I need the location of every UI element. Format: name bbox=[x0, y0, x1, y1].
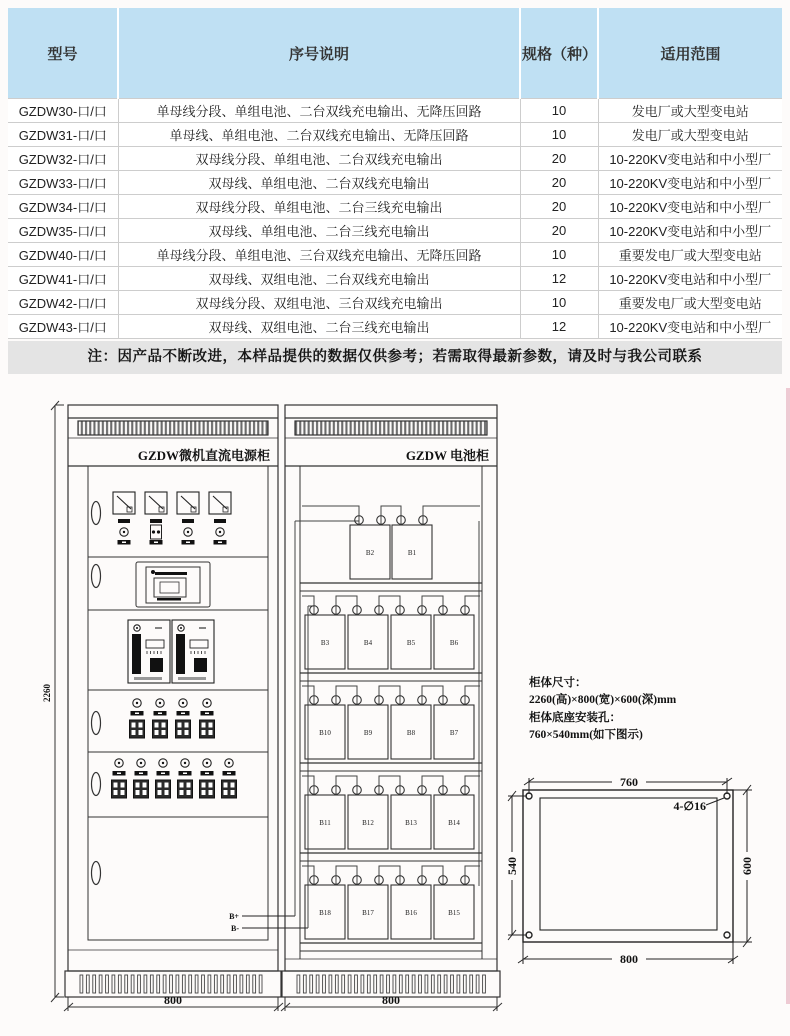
battery-shelf bbox=[300, 686, 482, 771]
plinth-vent-slot bbox=[189, 975, 192, 993]
battery-cell bbox=[348, 696, 388, 759]
plinth-vent-slot bbox=[374, 975, 377, 993]
plinth-vent-slot bbox=[348, 975, 351, 993]
charger-module bbox=[128, 620, 170, 683]
battery-cabinet-width-dim: 800 bbox=[382, 993, 400, 1007]
indicator-light-icon bbox=[223, 759, 236, 776]
plinth-vent-slot bbox=[208, 975, 211, 993]
plinth-vent-slot bbox=[303, 975, 306, 993]
table-cell: 10 bbox=[520, 291, 598, 315]
door-handle bbox=[92, 712, 101, 735]
table-cell: 双母线、双组电池、二台三线充电输出 bbox=[118, 315, 520, 339]
mount-right-dim: 600 bbox=[740, 857, 754, 875]
indicator-light-icon bbox=[201, 699, 214, 716]
plinth-vent-slot bbox=[476, 975, 479, 993]
battery-label: B8 bbox=[406, 729, 416, 737]
plinth-vent-slot bbox=[182, 975, 185, 993]
specs-holes-value: 760×540mm(如下图示) bbox=[529, 728, 643, 741]
specs-holes-label: 柜体底座安装孔： bbox=[529, 711, 621, 724]
plinth-vent-slot bbox=[438, 975, 441, 993]
breaker-switch-icon bbox=[176, 720, 191, 738]
mount-top-dim: 760 bbox=[620, 775, 638, 789]
plinth-vent-slot bbox=[170, 975, 173, 993]
table-cell: GZDW33-口/口 bbox=[8, 171, 118, 195]
battery-cell bbox=[391, 696, 431, 759]
plinth-vent-slot bbox=[240, 975, 243, 993]
battery-label: B1 bbox=[407, 549, 417, 557]
breaker-switch-icon bbox=[134, 780, 149, 798]
battery-label: B4 bbox=[363, 639, 373, 647]
battery-label: B6 bbox=[449, 639, 459, 647]
table-cell: 发电厂或大型变电站 bbox=[598, 123, 782, 147]
table-cell: 10 bbox=[520, 243, 598, 267]
table-cell: GZDW34-口/口 bbox=[8, 195, 118, 219]
table-cell: 单母线、单组电池、二台双线充电输出、无降压回路 bbox=[118, 123, 520, 147]
plinth-vent-slot bbox=[457, 975, 460, 993]
specs-size-label: 柜体尺寸： bbox=[529, 677, 587, 689]
table-cell: 重要发电厂或大型变电站 bbox=[598, 291, 782, 315]
plinth-vent-slot bbox=[361, 975, 364, 993]
battery-label: B5 bbox=[406, 639, 416, 647]
battery-cell bbox=[434, 606, 474, 669]
plinth-vent-slot bbox=[323, 975, 326, 993]
battery-shelves bbox=[300, 506, 482, 951]
plinth-vent-slot bbox=[259, 975, 262, 993]
plinth-vent-slot bbox=[329, 975, 332, 993]
table-cell: 发电厂或大型变电站 bbox=[598, 99, 782, 123]
plinth-vent-slot bbox=[431, 975, 434, 993]
spec-table bbox=[8, 8, 782, 339]
battery-cell bbox=[348, 606, 388, 669]
table-cell: 重要发电厂或大型变电站 bbox=[598, 243, 782, 267]
table-cell: 10-220KV变电站和中小型厂 bbox=[598, 219, 782, 243]
battery-shelf bbox=[300, 866, 482, 951]
plinth-vent-slot bbox=[195, 975, 198, 993]
table-cell: 10-220KV变电站和中小型厂 bbox=[598, 315, 782, 339]
battery-label: B9 bbox=[363, 729, 373, 737]
column-header: 适用范围 bbox=[598, 8, 782, 99]
plinth-vent-slot bbox=[227, 975, 230, 993]
breaker-switch-icon bbox=[200, 780, 215, 798]
breaker-switch-icon bbox=[156, 780, 171, 798]
indicator-light-icon bbox=[150, 525, 163, 545]
battery-cabinet-title: GZDW 电池柜 bbox=[405, 448, 489, 463]
table-cell: 10 bbox=[520, 123, 598, 147]
indicator-light-icon bbox=[182, 528, 195, 545]
plinth-vent-slot bbox=[310, 975, 313, 993]
indicator-light-icon bbox=[131, 699, 144, 716]
battery-cell bbox=[434, 786, 474, 849]
plinth-vent-slot bbox=[419, 975, 422, 993]
mount-holes-label: 4-∅16 bbox=[673, 799, 706, 813]
indicator-light-icon bbox=[135, 759, 148, 776]
battery-label: B16 bbox=[405, 909, 417, 917]
table-cell: 12 bbox=[520, 315, 598, 339]
table-cell: 20 bbox=[520, 219, 598, 243]
table-cell: 20 bbox=[520, 171, 598, 195]
table-cell: GZDW43-口/口 bbox=[8, 315, 118, 339]
plinth-vent-slot bbox=[297, 975, 300, 993]
table-row bbox=[8, 291, 782, 315]
plinth-vent-slot bbox=[144, 975, 147, 993]
column-header: 型号 bbox=[8, 8, 118, 99]
battery-cell bbox=[434, 696, 474, 759]
table-row bbox=[8, 171, 782, 195]
battery-cell bbox=[391, 876, 431, 939]
battery-shelf bbox=[300, 596, 482, 681]
monitor-module bbox=[136, 562, 210, 607]
battery-shelf bbox=[300, 776, 482, 861]
battery-cell bbox=[348, 786, 388, 849]
plinth-vent-slot bbox=[176, 975, 179, 993]
plinth-vent-slot bbox=[463, 975, 466, 993]
battery-label: B3 bbox=[320, 639, 330, 647]
plinth-vent-slot bbox=[138, 975, 141, 993]
cabinet-diagram bbox=[0, 386, 790, 1036]
table-cell: 12 bbox=[520, 267, 598, 291]
power-cabinet-title: GZDW微机直流电源柜 bbox=[137, 448, 270, 463]
indicator-light-icon bbox=[214, 528, 227, 545]
table-cell: 单母线分段、单组电池、三台双线充电输出、无降压回路 bbox=[118, 243, 520, 267]
plinth-vent-slot bbox=[393, 975, 396, 993]
indicator-light-icon bbox=[177, 699, 190, 716]
battery-label: B10 bbox=[319, 729, 331, 737]
plinth-vent-slot bbox=[118, 975, 121, 993]
plinth-vent-slot bbox=[112, 975, 115, 993]
table-cell: GZDW41-口/口 bbox=[8, 267, 118, 291]
table-cell: 10-220KV变电站和中小型厂 bbox=[598, 147, 782, 171]
table-cell: 双母线分段、单组电池、二台三线充电输出 bbox=[118, 195, 520, 219]
battery-shelf bbox=[300, 506, 482, 591]
vent-grille-top-battery bbox=[295, 421, 487, 435]
plinth-vent-slot bbox=[86, 975, 89, 993]
table-cell: 双母线分段、单组电池、二台双线充电输出 bbox=[118, 147, 520, 171]
indicator-light-icon bbox=[113, 759, 126, 776]
table-row bbox=[8, 147, 782, 171]
table-cell: 双母线、单组电池、二台双线充电输出 bbox=[118, 171, 520, 195]
table-row bbox=[8, 315, 782, 339]
plinth-vent-slot bbox=[444, 975, 447, 993]
table-cell: GZDW30-口/口 bbox=[8, 99, 118, 123]
plinth-vent-slot bbox=[214, 975, 217, 993]
plinth-vent-slot bbox=[380, 975, 383, 993]
plinth-vent-slot bbox=[355, 975, 358, 993]
door-handle bbox=[92, 862, 101, 885]
plinth-vent-slot bbox=[406, 975, 409, 993]
terminal-positive-label: B+ bbox=[229, 912, 239, 921]
plinth-vent-slot bbox=[483, 975, 486, 993]
analog-meter-icon bbox=[145, 492, 167, 523]
power-cabinet-width-dim: 800 bbox=[164, 993, 182, 1007]
mount-bottom-dim: 800 bbox=[620, 952, 638, 966]
battery-label: B11 bbox=[319, 819, 331, 827]
plinth-vent-slot bbox=[246, 975, 249, 993]
breaker-switch-icon bbox=[153, 720, 168, 738]
battery-label: B12 bbox=[362, 819, 374, 827]
terminal-negative-label: B- bbox=[231, 924, 239, 933]
cabinet-height-dim: 2260 bbox=[42, 684, 52, 702]
mount-left-dim: 540 bbox=[505, 857, 519, 875]
indicator-light-icon bbox=[157, 759, 170, 776]
plinth-vent-slot bbox=[470, 975, 473, 993]
plinth-vent-slot bbox=[412, 975, 415, 993]
column-header: 规格（种） bbox=[520, 8, 598, 99]
plinth-vent-slot bbox=[163, 975, 166, 993]
table-cell: GZDW35-口/口 bbox=[8, 219, 118, 243]
table-row bbox=[8, 195, 782, 219]
scan-edge-band bbox=[786, 388, 790, 1004]
table-cell: 20 bbox=[520, 147, 598, 171]
battery-cell bbox=[391, 606, 431, 669]
door-handle bbox=[92, 773, 101, 796]
table-row bbox=[8, 243, 782, 267]
breaker-switch-icon bbox=[222, 780, 237, 798]
cabinet-specs-block bbox=[529, 675, 779, 744]
mounting-hole-diagram bbox=[508, 778, 752, 964]
table-cell: 10-220KV变电站和中小型厂 bbox=[598, 267, 782, 291]
plinth-vent-slot bbox=[367, 975, 370, 993]
plinth-vents bbox=[80, 975, 485, 993]
battery-cell bbox=[305, 876, 345, 939]
battery-cell bbox=[350, 516, 390, 579]
table-cell: GZDW32-口/口 bbox=[8, 147, 118, 171]
analog-meter-icon bbox=[209, 492, 231, 523]
door-handle bbox=[92, 565, 101, 588]
table-cell: GZDW40-口/口 bbox=[8, 243, 118, 267]
battery-cell bbox=[392, 516, 432, 579]
table-cell: GZDW31-口/口 bbox=[8, 123, 118, 147]
column-header: 序号说明 bbox=[118, 8, 520, 99]
breaker-switch-icon bbox=[112, 780, 127, 798]
plinth-vent-slot bbox=[221, 975, 224, 993]
plinth-vent-slot bbox=[234, 975, 237, 993]
battery-label: B15 bbox=[448, 909, 460, 917]
vent-grille-top bbox=[78, 421, 268, 435]
breaker-switch-icon bbox=[130, 720, 145, 738]
battery-label: B13 bbox=[405, 819, 417, 827]
table-cell: 双母线、双组电池、二台双线充电输出 bbox=[118, 267, 520, 291]
plinth-vent-slot bbox=[125, 975, 128, 993]
charger-module bbox=[172, 620, 214, 683]
breaker-switch-icon bbox=[200, 720, 215, 738]
battery-label: B14 bbox=[448, 819, 460, 827]
plinth-vent-slot bbox=[425, 975, 428, 993]
plinth-vent-slot bbox=[387, 975, 390, 993]
analog-meter-icon bbox=[177, 492, 199, 523]
table-cell: 双母线、单组电池、二台三线充电输出 bbox=[118, 219, 520, 243]
battery-cell bbox=[305, 696, 345, 759]
indicator-light-icon bbox=[179, 759, 192, 776]
plinth-vent-slot bbox=[253, 975, 256, 993]
indicator-light-icon bbox=[154, 699, 167, 716]
plinth-vent-slot bbox=[80, 975, 83, 993]
table-row bbox=[8, 267, 782, 291]
plinth-vent-slot bbox=[342, 975, 345, 993]
table-header-row bbox=[8, 8, 782, 99]
table-row bbox=[8, 219, 782, 243]
battery-label: B17 bbox=[362, 909, 374, 917]
specs-size-value: 2260(高)×800(宽)×600(深)mm bbox=[529, 694, 677, 707]
battery-cell bbox=[305, 786, 345, 849]
plinth-vent-slot bbox=[150, 975, 153, 993]
plinth-vent-slot bbox=[131, 975, 134, 993]
table-cell: 双母线分段、双组电池、三台双线充电输出 bbox=[118, 291, 520, 315]
note-bar: 注：因产品不断改进，本样品提供的数据仅供参考；若需取得最新参数，请及时与我公司联系 bbox=[8, 341, 782, 374]
battery-cell bbox=[434, 876, 474, 939]
table-cell: 10 bbox=[520, 99, 598, 123]
plinth-vent-slot bbox=[157, 975, 160, 993]
battery-label: B18 bbox=[319, 909, 331, 917]
table-cell: GZDW42-口/口 bbox=[8, 291, 118, 315]
plinth-vent-slot bbox=[106, 975, 109, 993]
table-cell: 单母线分段、单组电池、二台双线充电输出、无降压回路 bbox=[118, 99, 520, 123]
plinth-vent-slot bbox=[335, 975, 338, 993]
battery-cell bbox=[305, 606, 345, 669]
plinth-vent-slot bbox=[93, 975, 96, 993]
table-cell: 10-220KV变电站和中小型厂 bbox=[598, 195, 782, 219]
indicator-light-icon bbox=[201, 759, 214, 776]
plinth-vent-slot bbox=[99, 975, 102, 993]
battery-label: B2 bbox=[365, 549, 375, 557]
door-handle bbox=[92, 502, 101, 525]
mount-hole-icon bbox=[724, 932, 730, 938]
plinth-vent-slot bbox=[451, 975, 454, 993]
table-cell: 10-220KV变电站和中小型厂 bbox=[598, 171, 782, 195]
battery-label: B7 bbox=[449, 729, 459, 737]
battery-cell bbox=[391, 786, 431, 849]
table-cell: 20 bbox=[520, 195, 598, 219]
table-row bbox=[8, 123, 782, 147]
plinth-vent-slot bbox=[399, 975, 402, 993]
power-cabinet-components bbox=[92, 492, 237, 885]
indicator-light-icon bbox=[118, 528, 131, 545]
battery-cell bbox=[348, 876, 388, 939]
plinth-vent-slot bbox=[316, 975, 319, 993]
analog-meter-icon bbox=[113, 492, 135, 523]
table-row bbox=[8, 99, 782, 123]
plinth-vent-slot bbox=[202, 975, 205, 993]
breaker-switch-icon bbox=[178, 780, 193, 798]
